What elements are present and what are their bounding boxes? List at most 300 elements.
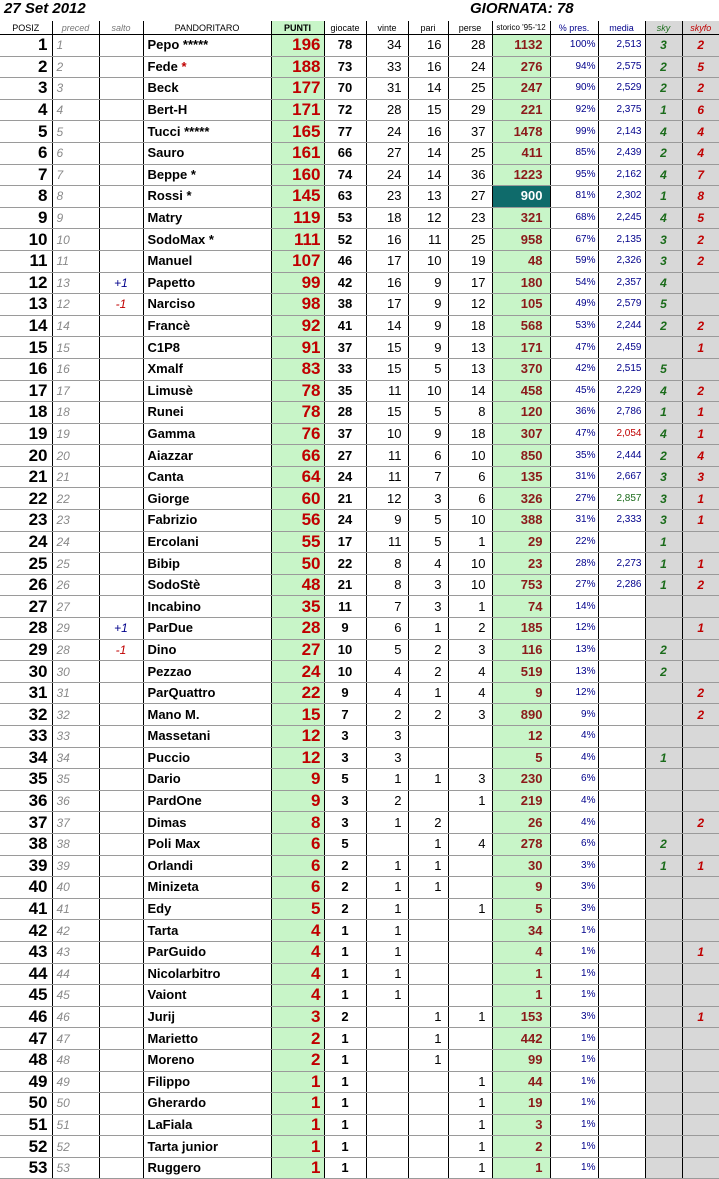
storico-cell: 890 [492, 704, 550, 726]
skyfo-cell: 2 [682, 704, 719, 726]
giocate-cell: 9 [324, 618, 366, 640]
vinte-cell: 1 [366, 941, 408, 963]
preced-cell: 45 [52, 985, 99, 1007]
player-name: Francè [147, 318, 191, 334]
vinte-cell: 1 [366, 812, 408, 834]
vinte-cell: 23 [366, 186, 408, 208]
storico-cell: 30 [492, 855, 550, 877]
sky-cell [645, 1071, 682, 1093]
pari-cell [408, 1157, 448, 1179]
punti-cell: 6 [271, 877, 324, 899]
storico-cell: 307 [492, 423, 550, 445]
name-cell [143, 121, 271, 143]
table-row [0, 402, 719, 424]
storico-cell: 370 [492, 358, 550, 380]
preced-cell: 31 [52, 682, 99, 704]
media-cell [598, 812, 645, 834]
sky-cell: 3 [645, 229, 682, 251]
player-name: Massetani [147, 728, 211, 744]
giocate-cell: 24 [324, 466, 366, 488]
table-row [0, 423, 719, 445]
perse-cell: 1 [448, 790, 492, 812]
giocate-cell: 9 [324, 682, 366, 704]
giocate-cell: 74 [324, 164, 366, 186]
table-row [0, 833, 719, 855]
perse-cell: 29 [448, 99, 492, 121]
sky-cell [645, 596, 682, 618]
player-name: Gherardo [147, 1095, 207, 1111]
vinte-cell: 4 [366, 682, 408, 704]
perse-cell [448, 877, 492, 899]
giocate-cell: 10 [324, 639, 366, 661]
name-cell [143, 596, 271, 618]
name-cell [143, 1157, 271, 1179]
vinte-cell: 1 [366, 877, 408, 899]
media-cell: 2,302 [598, 186, 645, 208]
player-name: Mano M. [147, 706, 200, 722]
perc-pres-cell: 47% [550, 337, 598, 359]
player-name: SodoStè [147, 577, 201, 593]
giocate-cell: 5 [324, 833, 366, 855]
posiz-cell: 27 [0, 596, 52, 618]
posiz-cell: 31 [0, 682, 52, 704]
skyfo-cell [682, 726, 719, 748]
vinte-cell: 6 [366, 618, 408, 640]
punti-cell: 1 [271, 1071, 324, 1093]
name-cell [143, 250, 271, 272]
player-name: Marietto [147, 1030, 199, 1046]
table-row [0, 1114, 719, 1136]
pari-cell: 4 [408, 553, 448, 575]
pari-cell: 2 [408, 812, 448, 834]
pari-cell [408, 1071, 448, 1093]
salto-cell [99, 985, 143, 1007]
storico-cell: 388 [492, 510, 550, 532]
name-cell [143, 985, 271, 1007]
media-cell [598, 1093, 645, 1115]
posiz-cell: 3 [0, 78, 52, 100]
preced-cell: 10 [52, 229, 99, 251]
posiz-cell: 42 [0, 920, 52, 942]
storico-cell: 3 [492, 1114, 550, 1136]
sky-cell: 2 [645, 78, 682, 100]
preced-cell: 53 [52, 1157, 99, 1179]
posiz-cell: 33 [0, 726, 52, 748]
perc-pres-cell: 94% [550, 56, 598, 78]
skyfo-cell [682, 963, 719, 985]
punti-cell: 1 [271, 1114, 324, 1136]
storico-cell: 135 [492, 466, 550, 488]
name-cell [143, 488, 271, 510]
preced-cell: 40 [52, 877, 99, 899]
name-cell [143, 272, 271, 294]
pari-cell: 1 [408, 855, 448, 877]
sky-cell [645, 898, 682, 920]
salto-cell [99, 682, 143, 704]
salto-cell [99, 186, 143, 208]
posiz-cell: 2 [0, 56, 52, 78]
posiz-cell: 39 [0, 855, 52, 877]
sky-cell: 4 [645, 164, 682, 186]
perc-pres-cell: 27% [550, 488, 598, 510]
skyfo-cell: 2 [682, 812, 719, 834]
name-cell [143, 164, 271, 186]
storico-cell: 221 [492, 99, 550, 121]
pari-cell: 12 [408, 207, 448, 229]
punti-cell: 6 [271, 833, 324, 855]
salto-cell [99, 726, 143, 748]
perse-cell: 4 [448, 682, 492, 704]
preced-cell: 34 [52, 747, 99, 769]
storico-cell: 442 [492, 1028, 550, 1050]
media-cell: 2,244 [598, 315, 645, 337]
storico-cell: 753 [492, 574, 550, 596]
skyfo-cell: 2 [682, 315, 719, 337]
salto-cell [99, 510, 143, 532]
table-row [0, 315, 719, 337]
preced-cell: 13 [52, 272, 99, 294]
giocate-cell: 2 [324, 855, 366, 877]
giocate-cell: 70 [324, 78, 366, 100]
perc-pres-cell: 1% [550, 1136, 598, 1158]
skyfo-cell [682, 596, 719, 618]
preced-cell: 7 [52, 164, 99, 186]
preced-cell: 26 [52, 574, 99, 596]
punti-cell: 4 [271, 920, 324, 942]
preced-cell: 20 [52, 445, 99, 467]
storico-cell: 5 [492, 747, 550, 769]
player-name: Tarta [147, 922, 179, 938]
punti-cell: 35 [271, 596, 324, 618]
perse-cell: 1 [448, 1157, 492, 1179]
perse-cell [448, 726, 492, 748]
pari-cell [408, 747, 448, 769]
giocate-cell: 63 [324, 186, 366, 208]
salto-cell [99, 941, 143, 963]
sky-cell: 2 [645, 315, 682, 337]
storico-cell: 411 [492, 142, 550, 164]
table-row [0, 596, 719, 618]
punti-cell: 9 [271, 769, 324, 791]
media-cell [598, 531, 645, 553]
media-cell: 2,135 [598, 229, 645, 251]
media-cell [598, 1157, 645, 1179]
storico-cell: 5 [492, 898, 550, 920]
pari-cell: 9 [408, 315, 448, 337]
storico-cell: 34 [492, 920, 550, 942]
posiz-cell: 19 [0, 423, 52, 445]
storico-cell: 958 [492, 229, 550, 251]
posiz-cell: 15 [0, 337, 52, 359]
skyfo-cell: 2 [682, 78, 719, 100]
player-name: Manuel [147, 253, 193, 269]
preced-cell: 11 [52, 250, 99, 272]
perc-pres-cell: 12% [550, 618, 598, 640]
preced-cell: 49 [52, 1071, 99, 1093]
player-name: Minizeta [147, 879, 199, 895]
table-row [0, 769, 719, 791]
sky-cell: 1 [645, 574, 682, 596]
vinte-cell: 28 [366, 99, 408, 121]
media-cell [598, 920, 645, 942]
skyfo-cell: 5 [682, 56, 719, 78]
punti-cell: 76 [271, 423, 324, 445]
skyfo-cell: 4 [682, 142, 719, 164]
pari-cell [408, 963, 448, 985]
table-row [0, 1006, 719, 1028]
perse-cell: 1 [448, 1071, 492, 1093]
perse-cell [448, 747, 492, 769]
pari-cell: 14 [408, 164, 448, 186]
giocate-cell: 2 [324, 1006, 366, 1028]
skyfo-cell [682, 833, 719, 855]
skyfo-cell [682, 1028, 719, 1050]
storico-cell: 29 [492, 531, 550, 553]
posiz-cell: 6 [0, 142, 52, 164]
salto-cell: +1 [99, 272, 143, 294]
vinte-cell: 15 [366, 358, 408, 380]
pari-cell: 10 [408, 380, 448, 402]
giocate-cell: 2 [324, 877, 366, 899]
preced-cell: 32 [52, 704, 99, 726]
perc-pres-cell: 1% [550, 920, 598, 942]
name-cell [143, 898, 271, 920]
table-row [0, 790, 719, 812]
name-cell [143, 142, 271, 164]
punti-cell: 28 [271, 618, 324, 640]
table-row [0, 1028, 719, 1050]
storico-cell: 321 [492, 207, 550, 229]
pari-cell: 5 [408, 510, 448, 532]
media-cell [598, 898, 645, 920]
name-cell [143, 553, 271, 575]
player-name: Ruggero [147, 1160, 201, 1176]
giocate-cell: 17 [324, 531, 366, 553]
player-name: Xmalf [147, 361, 183, 377]
vinte-cell: 17 [366, 294, 408, 316]
sky-cell: 3 [645, 466, 682, 488]
sky-cell: 5 [645, 294, 682, 316]
perc-pres-cell: 85% [550, 142, 598, 164]
media-cell: 2,444 [598, 445, 645, 467]
posiz-cell: 12 [0, 272, 52, 294]
storico-cell: 48 [492, 250, 550, 272]
perc-pres-cell: 1% [550, 1028, 598, 1050]
skyfo-cell: 2 [682, 229, 719, 251]
punti-cell: 161 [271, 142, 324, 164]
vinte-cell [366, 1136, 408, 1158]
skyfo-cell: 7 [682, 164, 719, 186]
perc-pres-cell: 6% [550, 833, 598, 855]
player-name: Pepo [147, 37, 180, 53]
preced-cell: 37 [52, 812, 99, 834]
media-cell [598, 833, 645, 855]
giocate-cell: 33 [324, 358, 366, 380]
pari-cell: 5 [408, 402, 448, 424]
punti-cell: 24 [271, 661, 324, 683]
skyfo-cell: 1 [682, 855, 719, 877]
posiz-cell: 24 [0, 531, 52, 553]
storico-cell: 850 [492, 445, 550, 467]
name-cell [143, 769, 271, 791]
perse-cell: 13 [448, 358, 492, 380]
player-name: Giorge [147, 490, 190, 506]
punti-cell: 6 [271, 855, 324, 877]
table-row [0, 1157, 719, 1179]
perc-pres-cell: 49% [550, 294, 598, 316]
salto-cell: -1 [99, 639, 143, 661]
vinte-cell: 3 [366, 726, 408, 748]
perc-pres-cell: 45% [550, 380, 598, 402]
storico-cell: 230 [492, 769, 550, 791]
giocate-cell: 22 [324, 553, 366, 575]
salto-cell [99, 229, 143, 251]
posiz-cell: 35 [0, 769, 52, 791]
name-cell [143, 466, 271, 488]
vinte-cell: 2 [366, 704, 408, 726]
posiz-cell: 21 [0, 466, 52, 488]
player-name: SodoMax [147, 231, 206, 247]
salto-cell [99, 877, 143, 899]
giocate-cell: 46 [324, 250, 366, 272]
sky-cell [645, 941, 682, 963]
player-name: Rossi [147, 188, 183, 204]
punti-cell: 15 [271, 704, 324, 726]
pari-cell: 1 [408, 1049, 448, 1071]
posiz-cell: 11 [0, 250, 52, 272]
pari-cell: 1 [408, 618, 448, 640]
posiz-cell: 8 [0, 186, 52, 208]
perc-pres-cell: 3% [550, 855, 598, 877]
table-row [0, 985, 719, 1007]
posiz-cell: 23 [0, 510, 52, 532]
giornata-label: GIORNATA: 78 [470, 0, 574, 17]
storico-cell: 9 [492, 877, 550, 899]
table-header-row [0, 21, 719, 35]
table-row [0, 121, 719, 143]
sky-cell: 1 [645, 186, 682, 208]
sky-cell [645, 1093, 682, 1115]
vinte-cell: 31 [366, 78, 408, 100]
salto-cell [99, 1114, 143, 1136]
sky-cell: 1 [645, 747, 682, 769]
player-name: Filippo [147, 1073, 191, 1089]
perc-pres-cell: 6% [550, 769, 598, 791]
vinte-cell: 24 [366, 121, 408, 143]
preced-cell: 27 [52, 596, 99, 618]
name-cell [143, 833, 271, 855]
skyfo-cell: 2 [682, 35, 719, 57]
header-punti: PUNTI [271, 21, 324, 35]
giocate-cell: 2 [324, 898, 366, 920]
player-name: Fede [147, 58, 178, 74]
salto-cell [99, 1006, 143, 1028]
salto-cell [99, 1028, 143, 1050]
sky-cell [645, 769, 682, 791]
player-name: Dimas [147, 814, 187, 830]
table-row [0, 747, 719, 769]
giocate-cell: 1 [324, 1136, 366, 1158]
storico-cell: 12 [492, 726, 550, 748]
salto-cell [99, 747, 143, 769]
preced-cell: 46 [52, 1006, 99, 1028]
preced-cell: 12 [52, 294, 99, 316]
name-cell [143, 877, 271, 899]
perse-cell: 36 [448, 164, 492, 186]
name-cell [143, 1006, 271, 1028]
sky-cell: 2 [645, 833, 682, 855]
name-cell [143, 423, 271, 445]
perc-pres-cell: 67% [550, 229, 598, 251]
punti-cell: 50 [271, 553, 324, 575]
perse-cell: 25 [448, 78, 492, 100]
name-cell [143, 207, 271, 229]
name-cell [143, 1071, 271, 1093]
vinte-cell: 16 [366, 272, 408, 294]
table-row [0, 142, 719, 164]
vinte-cell: 4 [366, 661, 408, 683]
perse-cell: 1 [448, 1006, 492, 1028]
table-row [0, 78, 719, 100]
player-name: Limusè [147, 382, 194, 398]
header-giocate: giocate [324, 21, 366, 35]
skyfo-cell [682, 272, 719, 294]
player-name: Tucci [147, 123, 181, 139]
preced-cell: 22 [52, 488, 99, 510]
media-cell: 2,286 [598, 574, 645, 596]
posiz-cell: 28 [0, 618, 52, 640]
storico-cell: 519 [492, 661, 550, 683]
skyfo-cell: 1 [682, 553, 719, 575]
perse-cell [448, 941, 492, 963]
posiz-cell: 36 [0, 790, 52, 812]
salto-cell [99, 56, 143, 78]
vinte-cell: 1 [366, 855, 408, 877]
giocate-cell: 78 [324, 35, 366, 57]
name-cell [143, 445, 271, 467]
posiz-cell: 1 [0, 35, 52, 57]
table-row [0, 682, 719, 704]
giocate-cell: 3 [324, 790, 366, 812]
vinte-cell [366, 1157, 408, 1179]
salto-cell [99, 445, 143, 467]
salto-cell [99, 380, 143, 402]
media-cell: 2,357 [598, 272, 645, 294]
salto-cell [99, 898, 143, 920]
salto-cell: -1 [99, 294, 143, 316]
sky-cell [645, 963, 682, 985]
preced-cell: 6 [52, 142, 99, 164]
table-row [0, 726, 719, 748]
name-cell [143, 790, 271, 812]
media-cell: 2,575 [598, 56, 645, 78]
skyfo-cell: 1 [682, 1006, 719, 1028]
table-row [0, 1136, 719, 1158]
vinte-cell: 1 [366, 898, 408, 920]
storico-cell: 171 [492, 337, 550, 359]
player-stars: * [187, 166, 196, 182]
player-name: Vaiont [147, 987, 187, 1003]
skyfo-cell: 1 [682, 618, 719, 640]
name-cell [143, 294, 271, 316]
preced-cell: 5 [52, 121, 99, 143]
storico-cell: 247 [492, 78, 550, 100]
header-pari: pari [408, 21, 448, 35]
player-name: ParGuido [147, 944, 207, 960]
salto-cell [99, 121, 143, 143]
salto-cell [99, 812, 143, 834]
pari-cell: 1 [408, 877, 448, 899]
